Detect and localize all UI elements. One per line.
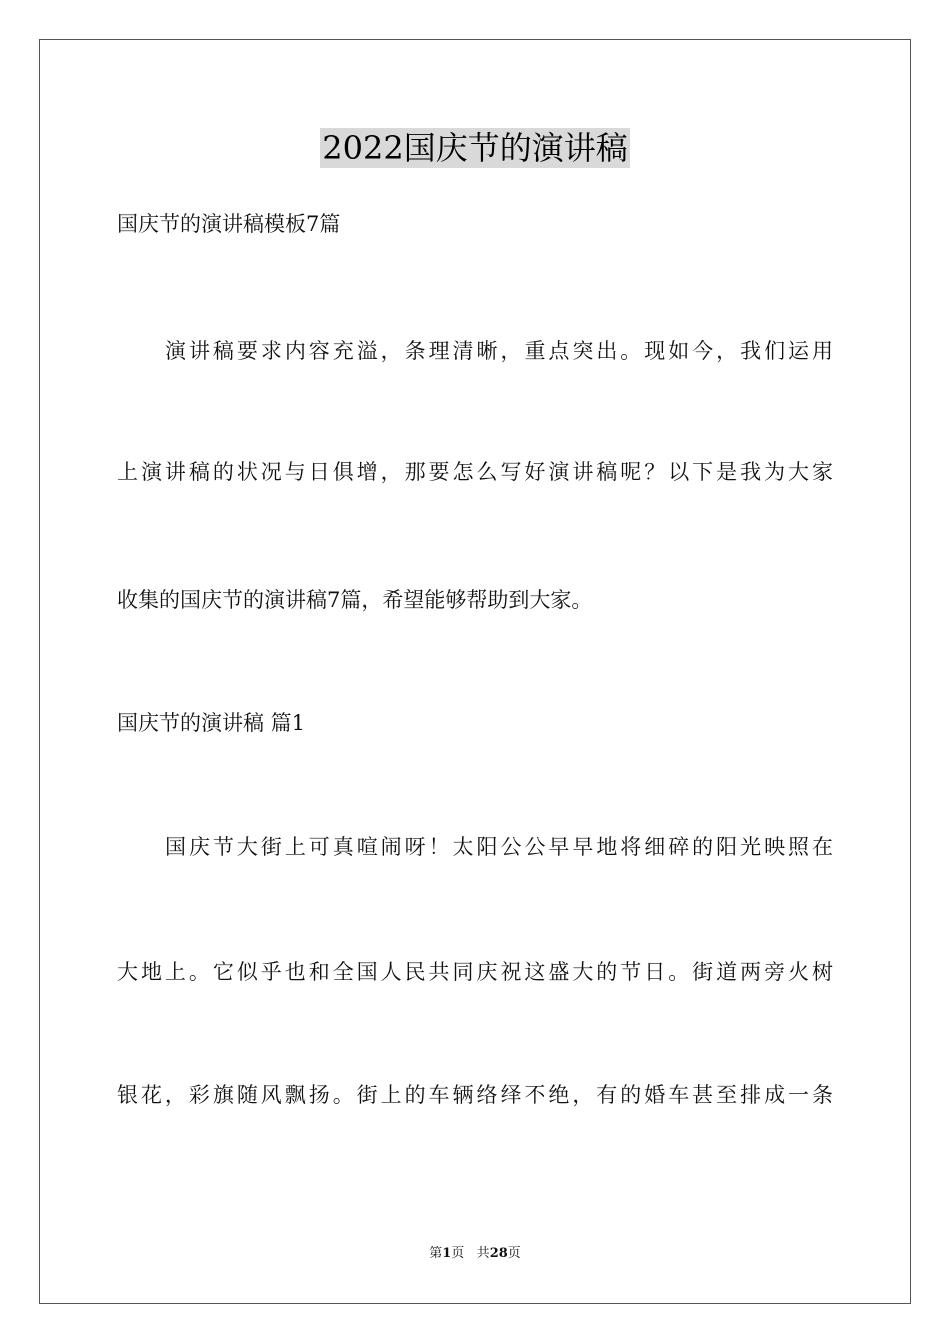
paragraph-line: 收集的国庆节的演讲稿7篇，希望能够帮助到大家。	[117, 588, 593, 612]
page-footer	[0, 1245, 950, 1263]
paragraph-line: 国庆节大街上可真喧闹呀！太阳公公早早地将细碎的阳光映照在	[165, 835, 833, 859]
paragraph-line: 银花，彩旗随风飘扬。街上的车辆络绎不绝，有的婚车甚至排成一条	[117, 1083, 833, 1107]
footer-total-prefix: 共	[476, 1246, 490, 1261]
title-container	[0, 128, 950, 168]
document-title: 2022国庆节的演讲稿	[322, 129, 628, 167]
document-subtitle: 国庆节的演讲稿模板7篇	[117, 212, 341, 236]
paragraph-line: 大地上。它似乎也和全国人民共同庆祝这盛大的节日。街道两旁火树	[117, 960, 833, 984]
footer-total-suffix: 页	[507, 1246, 521, 1261]
footer-page-prefix: 第	[429, 1246, 443, 1261]
footer-page-number: 1	[442, 1246, 452, 1261]
section-heading: 国庆节的演讲稿 篇1	[117, 711, 306, 735]
paragraph-line: 上演讲稿的状况与日俱增，那要怎么写好演讲稿呢？以下是我为大家	[117, 460, 833, 484]
footer-page-suffix: 页	[451, 1246, 465, 1261]
footer-total-pages: 28	[489, 1246, 508, 1261]
paragraph-line: 演讲稿要求内容充溢，条理清晰，重点突出。现如今，我们运用	[165, 339, 833, 363]
